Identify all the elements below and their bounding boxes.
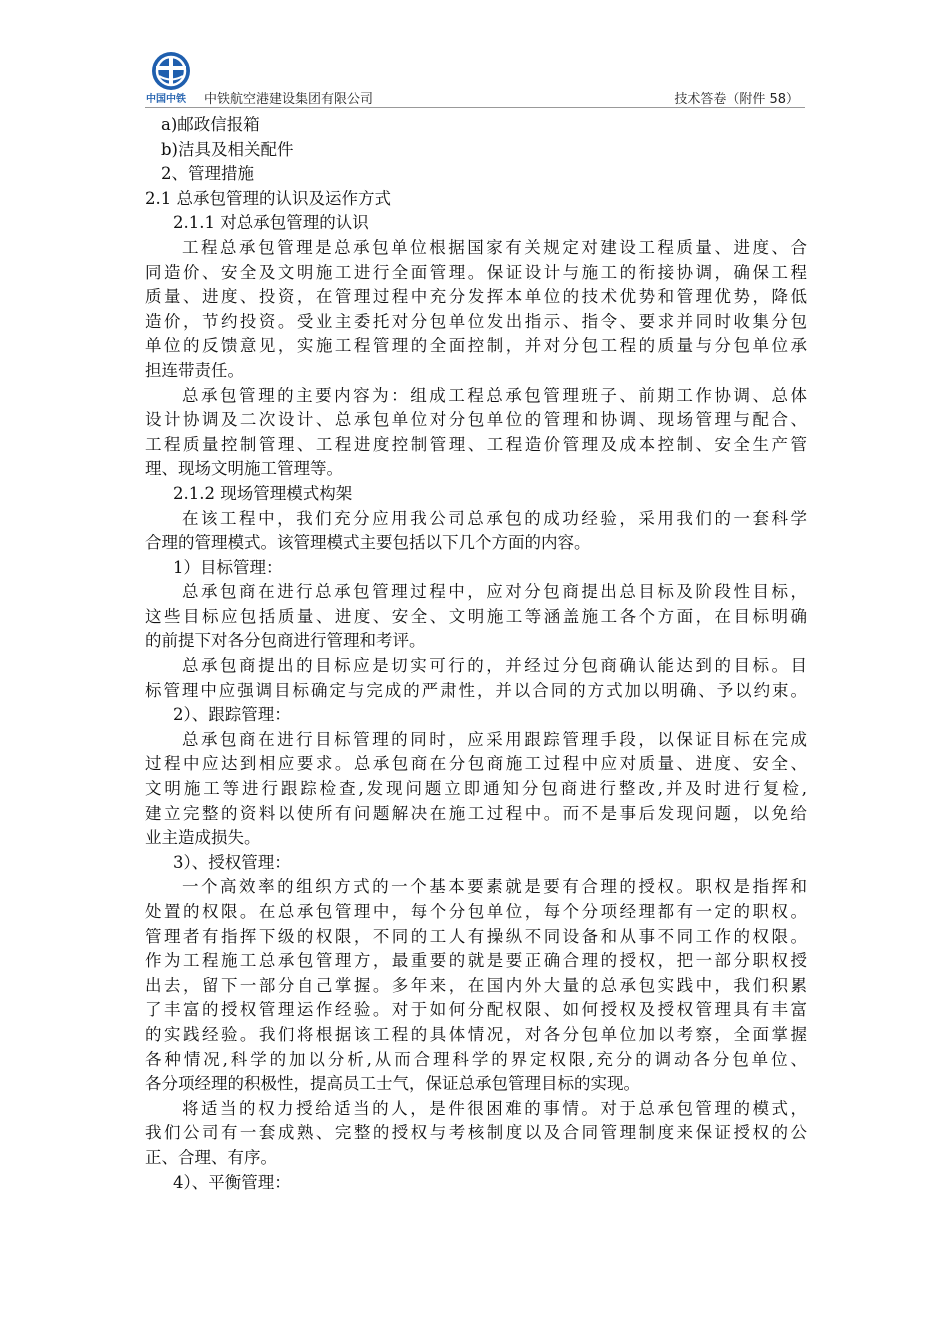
paragraph-line: 质量、进度、投资，在管理过程中充分发挥本单位的技术优势和管理优势，降低 — [145, 287, 807, 307]
paragraph-line: 设计协调及二次设计、总承包单位对分包单位的管理和协调、现场管理与配合、 — [145, 410, 807, 430]
paragraph-line: 正、合理、有序。 — [145, 1147, 277, 1167]
paragraph-line: 造价，节约投资。受业主委托对分包单位发出指示、指令、要求并同时收集分包 — [145, 311, 807, 331]
paragraph-line: 管理者有指挥下级的权限，不同的工人有操纵不同设备和从事不同工作的权限。 — [145, 926, 807, 946]
paragraph-line: 将适当的权力授给适当的人，是件很困难的事情。对于总承包管理的模式， — [182, 1098, 807, 1118]
paragraph-line: 一个高效率的组织方式的一个基本要素就是要有合理的授权。职权是指挥和 — [182, 877, 807, 897]
item-heading: 3）、授权管理： — [173, 852, 291, 872]
section-heading: 2.1 总承包管理的认识及运作方式 — [145, 188, 391, 208]
paragraph-line: 单位的反馈意见，实施工程管理的全面控制，并对分包工程的质量与分包单位承 — [145, 336, 807, 356]
paragraph-line: 标管理中应强调目标确定与完成的严肃性，并以合同的方式加以明确、予以约束。 — [145, 680, 807, 700]
paragraph-line: 这些目标应包括质量、进度、安全、文明施工等涵盖施工各个方面，在目标明确 — [145, 606, 807, 626]
paragraph-line: 各分项经理的积极性，提高员工士气，保证总承包管理目标的实现。 — [145, 1074, 640, 1094]
paragraph-line: 合理的管理模式。该管理模式主要包括以下几个方面的内容。 — [145, 533, 591, 553]
list-item: b)洁具及相关配件 — [161, 139, 294, 159]
paragraph-line: 处置的权限。在总承包管理中，每个分包单位，每个分项经理都有一定的职权。 — [145, 902, 807, 921]
paragraph-line: 在该工程中，我们充分应用我公司总承包的成功经验，采用我们的一套科学 — [182, 508, 807, 528]
paragraph-line: 业主造成损失。 — [145, 828, 261, 848]
page-header — [145, 50, 805, 106]
paragraph-line: 工程质量控制管理、工程进度控制管理、工程造价管理及成本控制、安全生产管 — [145, 434, 807, 454]
item-heading: 1）目标管理： — [173, 557, 283, 577]
paragraph-line: 各种情况,科学的加以分析,从而合理科学的界定权限,充分的调动各分包单位、 — [145, 1049, 807, 1069]
document-body — [145, 113, 807, 1195]
company-name: 中铁航空港建设集团有限公司 — [204, 92, 374, 107]
paragraph-line: 文明施工等进行跟踪检查,发现问题立即通知分包商进行整改,并及时进行复检, — [145, 779, 807, 799]
paragraph-line: 我们公司有一套成熟、完整的授权与考核制度以及合同管理制度来保证授权的公 — [145, 1123, 807, 1143]
paragraph-line: 总承包商提出的目标应是切实可行的，并经过分包商确认能达到的目标。目 — [182, 656, 807, 676]
document-reference: 技术答卷（附件 58） — [674, 92, 799, 107]
paragraph-line: 过程中应达到相应要求。总承包商在分包商施工过程中应对质量、进度、安全、 — [145, 754, 807, 774]
paragraph-line: 作为工程施工总承包管理方，最重要的就是要正确合理的授权，把一部分职权授 — [145, 951, 807, 971]
item-heading: 4）、平衡管理： — [173, 1172, 291, 1192]
paragraph-line: 总承包管理的主要内容为：组成工程总承包管理班子、前期工作协调、总体 — [182, 385, 807, 405]
paragraph-line: 总承包商在进行目标管理的同时，应采用跟踪管理手段，以保证目标在完成 — [182, 729, 807, 749]
company-logo — [145, 50, 197, 104]
paragraph-line: 同造价、安全及文明施工进行全面管理。保证设计与施工的衔接协调，确保工程 — [145, 262, 807, 282]
section-heading: 2、管理措施 — [161, 164, 254, 184]
logo-text: 中国中铁 — [146, 94, 186, 105]
header-divider — [145, 107, 805, 108]
paragraph-line: 的实践经验。我们将根据该工程的具体情况，对各分包单位加以考察，全面掌握 — [145, 1024, 807, 1044]
paragraph-line: 理、现场文明施工管理等。 — [145, 459, 343, 479]
paragraph-line: 工程总承包管理是总承包单位根据国家有关规定对建设工程质量、进度、合 — [182, 237, 807, 257]
paragraph-line: 了丰富的授权管理运作经验。对于如何分配权限、如何授权及授权管理具有丰富 — [145, 1000, 807, 1020]
subsection-heading: 2.1.2 现场管理模式构架 — [173, 483, 353, 503]
paragraph-line: 的前提下对各分包商进行管理和考评。 — [145, 631, 426, 651]
list-item: a)邮政信报箱 — [161, 115, 260, 134]
paragraph-line: 建立完整的资料以使所有问题解决在施工过程中。而不是事后发现问题，以免给 — [145, 803, 807, 823]
subsection-heading: 2.1.1 对总承包管理的认识 — [173, 213, 369, 233]
paragraph-line: 出去，留下一部分自己掌握。多年来，在国内外大量的总承包实践中，我们积累 — [145, 975, 807, 995]
item-heading: 2）、跟踪管理： — [173, 705, 291, 725]
paragraph-line: 担连带责任。 — [145, 360, 244, 380]
paragraph-line: 总承包商在进行总承包管理过程中，应对分包商提出总目标及阶段性目标， — [182, 582, 807, 602]
